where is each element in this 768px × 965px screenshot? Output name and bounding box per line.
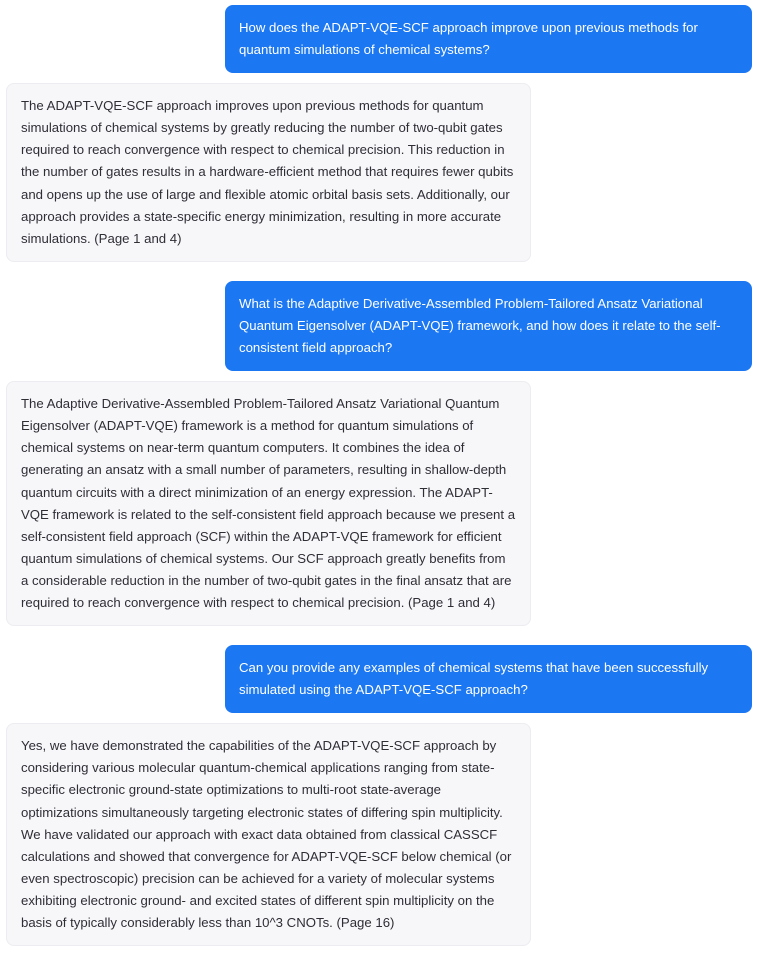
assistant-message-bubble[interactable] (6, 381, 531, 626)
message-text: Yes, we have demonstrated the capabilities of the ADAPT-VQE-SCF approach by considering various molecular quantum-chemical applications ranging from state-specific electronic ground-state optimizations to multi-root state-average optimizations simultaneously targeting electronic states of differing spin multiplicity. We have validated our approach with exact data obtained from classical CASSCF calculations and showed that convergence for ADAPT-VQE-SCF below chemical (or even spectroscopic) precision can be achieved for a variety of molecular systems exhibiting electronic ground- and excited states of different spin multiplicity on the basis of typically considerably less than 10^3 CNOTs. (Page 16) (21, 738, 512, 930)
user-message-bubble[interactable] (225, 281, 752, 371)
user-message-bubble[interactable] (225, 645, 752, 713)
message-text: How does the ADAPT-VQE-SCF approach improve upon previous methods for quantum simulations of chemical systems? (239, 20, 698, 58)
user-message-bubble[interactable] (225, 5, 752, 73)
message-row-user (0, 645, 768, 713)
message-row-assistant (0, 381, 768, 626)
message-row-user (0, 281, 768, 371)
message-row-assistant (0, 723, 768, 946)
assistant-message-bubble[interactable] (6, 83, 531, 262)
message-row-assistant (0, 83, 768, 262)
message-text: What is the Adaptive Derivative-Assembled Problem-Tailored Ansatz Variational Quantum Eigensolver (ADAPT-VQE) framework, and how does it relate to the self-consistent field approach? (239, 295, 721, 356)
message-text: The Adaptive Derivative-Assembled Problem-Tailored Ansatz Variational Quantum Eigensolver (ADAPT-VQE) framework is a method for quantum simulations of chemical systems on near-term quantum computers. It combines the idea of generating an ansatz with a small number of parameters, resulting in shallow-depth quantum circuits with a direct minimization of an energy expression. The ADAPT-VQE framework is related to the self-consistent field approach because we present a self-consistent field approach (SCF) within the ADAPT-VQE framework for efficient quantum simulations of chemical systems. Our SCF approach greatly benefits from a considerable reduction in the number of two-qubit gates in the final ansatz that are required to reach convergence with respect to chemical precision. (Page 1 and 4) (21, 396, 516, 610)
message-row-user (0, 5, 768, 73)
message-text: Can you provide any examples of chemical systems that have been successfully simulated using the ADAPT-VQE-SCF approach? (239, 660, 709, 698)
message-text: The ADAPT-VQE-SCF approach improves upon previous methods for quantum simulations of chemical systems by greatly reducing the number of two-qubit gates required to reach convergence with respect to chemical precision. This reduction in the number of gates results in a hardware-efficient method that requires fewer qubits and opens up the use of large and flexible atomic orbital basis sets. Additionally, our approach provides a state-specific energy minimization, resulting in more accurate simulations. (Page 1 and 4) (21, 98, 514, 246)
assistant-message-bubble[interactable] (6, 723, 531, 946)
